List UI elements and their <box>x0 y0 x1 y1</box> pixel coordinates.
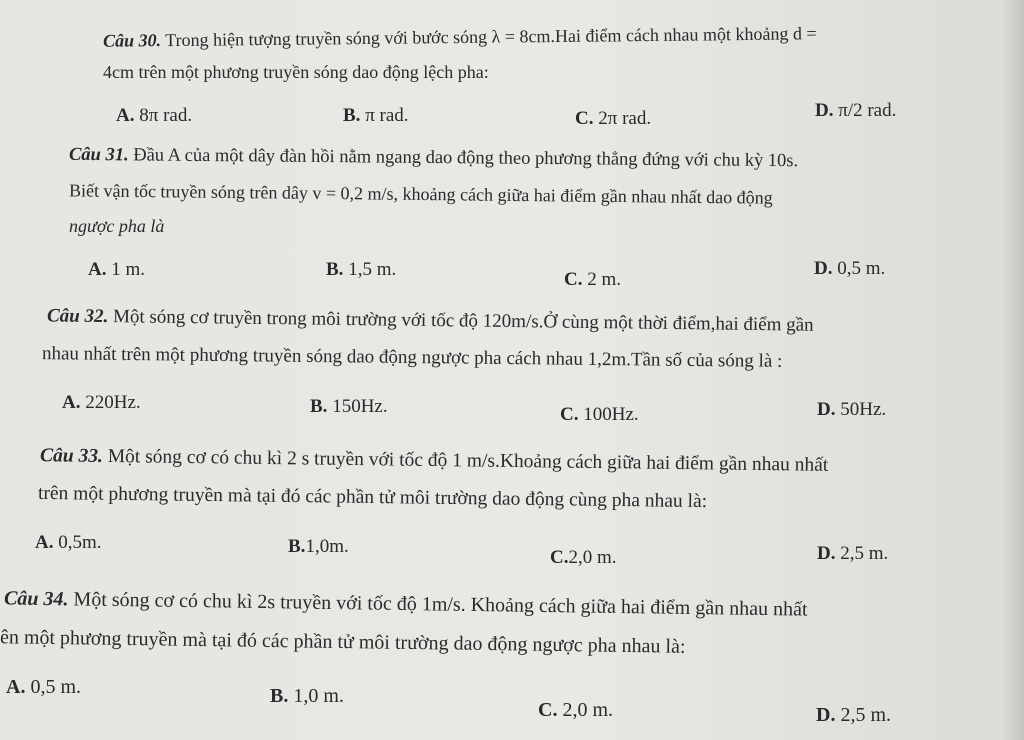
question-32-text-1: Một sóng cơ truyền trong môi trường với tốc độ 120m/s.Ở cùng một thời điểm,hai điểm gần <box>112 306 814 336</box>
question-34-line-2 <box>0 627 686 657</box>
question-30-number: Câu 30. <box>102 30 162 51</box>
question-32-option-b: B. 150Hz. <box>310 396 388 417</box>
question-30-line-1 <box>103 24 817 49</box>
question-30-text-2: 4cm trên một phương truyền sóng dao động lệch pha: <box>103 62 489 82</box>
question-32-line-1 <box>47 306 814 334</box>
question-32-option-a: A. 220Hz. <box>62 392 141 413</box>
question-31-number: Câu 31. <box>68 144 129 166</box>
question-34-number: Câu 34. <box>3 587 69 611</box>
question-32-number: Câu 32. <box>46 305 109 328</box>
question-31-option-d: D. 0,5 m. <box>814 258 886 279</box>
question-30-option-b: B. π rad. <box>343 105 409 126</box>
question-30-line-2 <box>103 63 489 81</box>
question-31-line-3 <box>69 217 164 235</box>
question-31-text-1: Đầu A của một dây đàn hồi nằm ngang dao động theo phương thẳng đứng với chu kỳ 10s. <box>133 145 799 172</box>
question-34-option-d: D. 2,5 m. <box>816 704 892 726</box>
question-30-text-1: Trong hiện tượng truyền sóng với bước sóng λ = 8cm.Hai điểm cách nhau một khoảng d = <box>165 23 817 51</box>
question-33-line-2 <box>38 484 707 512</box>
question-30-option-a: A. 8π rad. <box>116 105 193 126</box>
question-32-text-2: nhau nhất trên một phương truyền sóng dao động ngược pha cách nhau 1,2m.Tần số của sóng là : <box>41 343 783 372</box>
question-32-option-c: C. 100Hz. <box>560 404 639 425</box>
question-31-line-2 <box>69 181 773 206</box>
question-31-line-1 <box>69 146 798 171</box>
question-32-option-d: D. 50Hz. <box>817 399 887 420</box>
question-33-number: Câu 33. <box>39 445 104 467</box>
question-31-text-2: Biết vận tốc truyền sóng trên dây v = 0,2 m/s, khoảng cách giữa hai điểm gần nhau nhất dao động <box>68 180 773 208</box>
page-edge-shadow <box>1002 0 1024 740</box>
question-33-option-d: D. 2,5 m. <box>817 543 889 564</box>
question-33-option-a: A. 0,5m. <box>35 532 102 553</box>
question-34-option-a: A. 0,5 m. <box>6 676 82 698</box>
question-33-option-b: B.1,0m. <box>288 536 349 557</box>
question-32-line-2 <box>42 344 783 371</box>
question-31-text-3: ngược pha là <box>69 216 165 236</box>
question-33-text-1: Một sóng cơ có chu kì 2 s truyền với tốc độ 1 m/s.Khoảng cách giữa hai điểm gần nhau nhất <box>107 446 829 476</box>
question-34-option-c: C. 2,0 m. <box>538 699 614 721</box>
question-30-option-d: D. π/2 rad. <box>815 100 897 121</box>
question-34-text-1: Một sóng cơ có chu kì 2s truyền với tốc độ 1m/s. Khoảng cách giữa hai điểm gần nhau nhất <box>73 588 808 621</box>
question-34-line-1 <box>4 588 808 619</box>
question-31-option-c: C. 2 m. <box>564 269 622 290</box>
question-31-option-b: B. 1,5 m. <box>326 259 397 280</box>
question-34-option-b: B. 1,0 m. <box>270 685 344 707</box>
question-31-option-a: A. 1 m. <box>88 259 146 280</box>
question-33-line-1 <box>40 446 829 475</box>
question-33-text-2: trên một phương truyền mà tại đó các phần tử môi trường dao động cùng pha nhau là: <box>37 482 708 513</box>
question-34-text-2: ên một phương truyền mà tại đó các phần tử môi trường dao động ngược pha nhau là: <box>0 626 686 658</box>
question-30-option-c: C. 2π rad. <box>575 108 652 129</box>
question-33-option-c: C.2,0 m. <box>550 547 617 568</box>
